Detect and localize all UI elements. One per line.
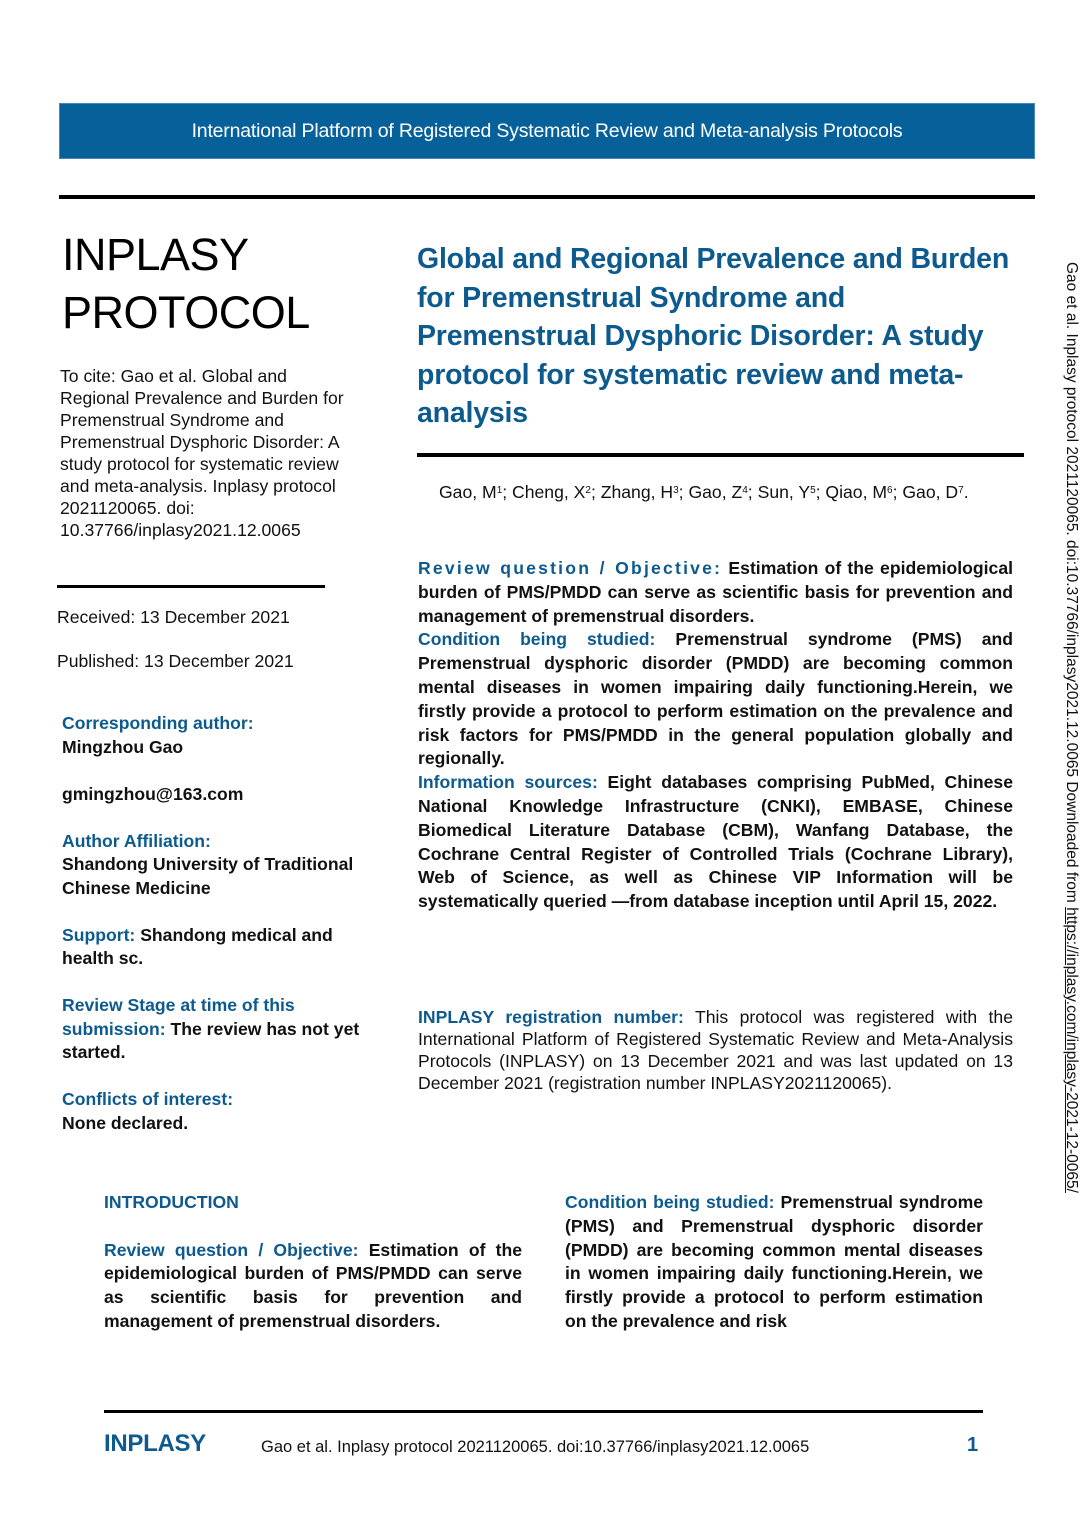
affiliation-number: 7	[958, 485, 964, 496]
information-sources	[418, 771, 1013, 914]
footer-divider	[104, 1410, 983, 1413]
sources-text: Eight databases comprising PubMed, Chinese National Knowledge Infrastructure (CNKI), EMBASE, Chinese Biomedical Literature Database (CBM), Wanfang Database, the Cochrane Central Register of Controlled Trials (Cochrane Library), Web of Science, as well as Chinese VIP Information will be systematically queried —from database inception until April 15, 2022.	[418, 772, 1013, 912]
conflicts	[62, 1088, 362, 1135]
author: Qiao, M	[825, 482, 888, 502]
author-email[interactable]: gmingzhou@163.com	[62, 783, 244, 804]
intro-review-label: Review question / Objective:	[104, 1239, 359, 1260]
title-divider	[417, 453, 1024, 457]
author-list: Gao, $M^1$; Cheng, $X^2$; Zhang, $H^3$; Gao, $Z^4$; Sun, $Y^5$; Qiao, $M^6$; Gao, $D^7$.	[439, 482, 969, 502]
sources-label: Information sources:	[418, 772, 598, 793]
conflicts-label: Conflicts of interest:	[62, 1089, 234, 1109]
metadata-panel	[62, 712, 362, 1159]
registration-text: This protocol was registered with the International Platform of Registered Systematic Review and Meta-Analysis Protocols (INPLASY) on 13 December 2021 and was last updated on 13 December 2021 (registration number INPLASY2021120065).	[418, 1007, 1013, 1093]
download-sidebar	[1062, 262, 1080, 1382]
review-text: Estimation of the epidemiological burden of PMS/PMDD can serve as scientific basis for prevention and management of premenstrual disorders.	[418, 558, 1014, 626]
protocol-heading-line2: PROTOCOL	[62, 287, 310, 338]
received-date: Received: 13 December 2021	[57, 607, 290, 627]
platform-banner	[59, 103, 1035, 159]
affiliation-number: 1	[496, 485, 503, 496]
footer-brand: INPLASY	[104, 1430, 206, 1457]
affiliation-number: 3	[673, 485, 679, 496]
citation-block: To cite: Gao et al. Global and Regional Prevalence and Burden for Premenstrual Syndrome and Premenstrual Dysphoric Disorder: A study protocol for systematic review and meta-analysis. Inplasy protocol 2021120065. doi: 10.37766/inplasy2021.12.0065	[60, 366, 344, 540]
author: Zhang, H	[600, 482, 674, 502]
support-value: Shandong medical and health sc.	[62, 924, 333, 968]
author: Gao, D	[902, 482, 959, 502]
affiliation-number: 2	[585, 485, 591, 496]
sidebar-citation: Gao et al. Inplasy protocol 2021120065. doi:10.37766/inplasy2021.12.0065 Downloaded from	[1063, 262, 1080, 908]
corresponding-author	[62, 712, 362, 759]
top-divider	[59, 195, 1035, 199]
review-label: Review question / Objective:	[418, 558, 723, 578]
paper-title: Global and Regional Prevalence and Burden for Premenstrual Syndrome and Premenstrual Dysphoric Disorder: A study protocol for systematic review and meta-analysis	[417, 243, 1010, 429]
intro-column-right	[565, 1191, 983, 1334]
intro-review-question	[104, 1239, 522, 1334]
affiliation-label: Author Affiliation:	[62, 830, 211, 851]
author-affiliation	[62, 830, 362, 901]
support-label: Support:	[62, 924, 136, 945]
intro-column-left	[104, 1191, 522, 1334]
support	[62, 924, 362, 971]
condition-text: Premenstrual syndrome (PMS) and Premenstrual dysphoric disorder (PMDD) are becoming common mental diseases in women impairing daily functioning.Herein, we firstly provide a protocol to perform estimation on the prevalence and risk factors for PMS/PMDD in the general population globally and regionally.	[418, 629, 1014, 769]
affiliation-number: 6	[887, 485, 893, 496]
protocol-heading-line1: INPLASY	[62, 229, 249, 280]
corresponding-label: Corresponding author:	[62, 713, 254, 733]
author: Gao, M	[439, 482, 497, 502]
conflicts-value: None declared.	[62, 1112, 189, 1133]
review-stage	[62, 994, 362, 1065]
author: Sun, Y	[757, 482, 811, 502]
author: Gao, Z	[688, 482, 743, 502]
affiliation-number: 4	[742, 485, 748, 496]
dates-block	[57, 607, 294, 695]
condition-label: Condition being studied:	[418, 629, 656, 650]
intro-review-text: Estimation of the epidemiological burden of PMS/PMDD can serve as scientific basis for prevention and management of premenstrual disorders.	[104, 1239, 523, 1331]
introduction-heading: INTRODUCTION	[104, 1192, 239, 1212]
abstract	[418, 557, 1013, 914]
registration-info	[418, 1006, 1013, 1094]
affiliation-number: 5	[810, 485, 816, 496]
review-question	[418, 557, 1013, 628]
condition-studied	[418, 628, 1013, 771]
stage-value: The review has not yet started.	[62, 1018, 360, 1062]
banner-text: International Platform of Registered Systematic Review and Meta-analysis Protocols	[191, 119, 903, 142]
author: Cheng, X	[512, 482, 586, 502]
intro-condition-text: Premenstrual syndrome (PMS) and Premenstrual dysphoric disorder (PMDD) are becoming common mental diseases in women impairing daily functioning.Herein, we firstly provide a protocol to perform estimation on the prevalence and risk	[565, 1192, 984, 1331]
download-link[interactable]: https://inplasy.com/inplasy-2021-12-0065/	[1063, 907, 1080, 1193]
intro-condition-label: Condition being studied:	[565, 1192, 775, 1212]
corresponding-name: Mingzhou Gao	[62, 736, 184, 757]
registration-label: INPLASY registration number:	[418, 1007, 684, 1027]
page-number: 1	[967, 1434, 979, 1456]
protocol-heading	[62, 226, 310, 342]
stage-label: Review Stage at time of this submission:	[62, 995, 295, 1039]
left-divider	[57, 585, 325, 588]
published-date: Published: 13 December 2021	[57, 651, 294, 671]
affiliation-value: Shandong University of Traditional Chinese Medicine	[62, 854, 354, 898]
footer-citation: Gao et al. Inplasy protocol 2021120065. doi:10.37766/inplasy2021.12.0065	[261, 1438, 810, 1456]
